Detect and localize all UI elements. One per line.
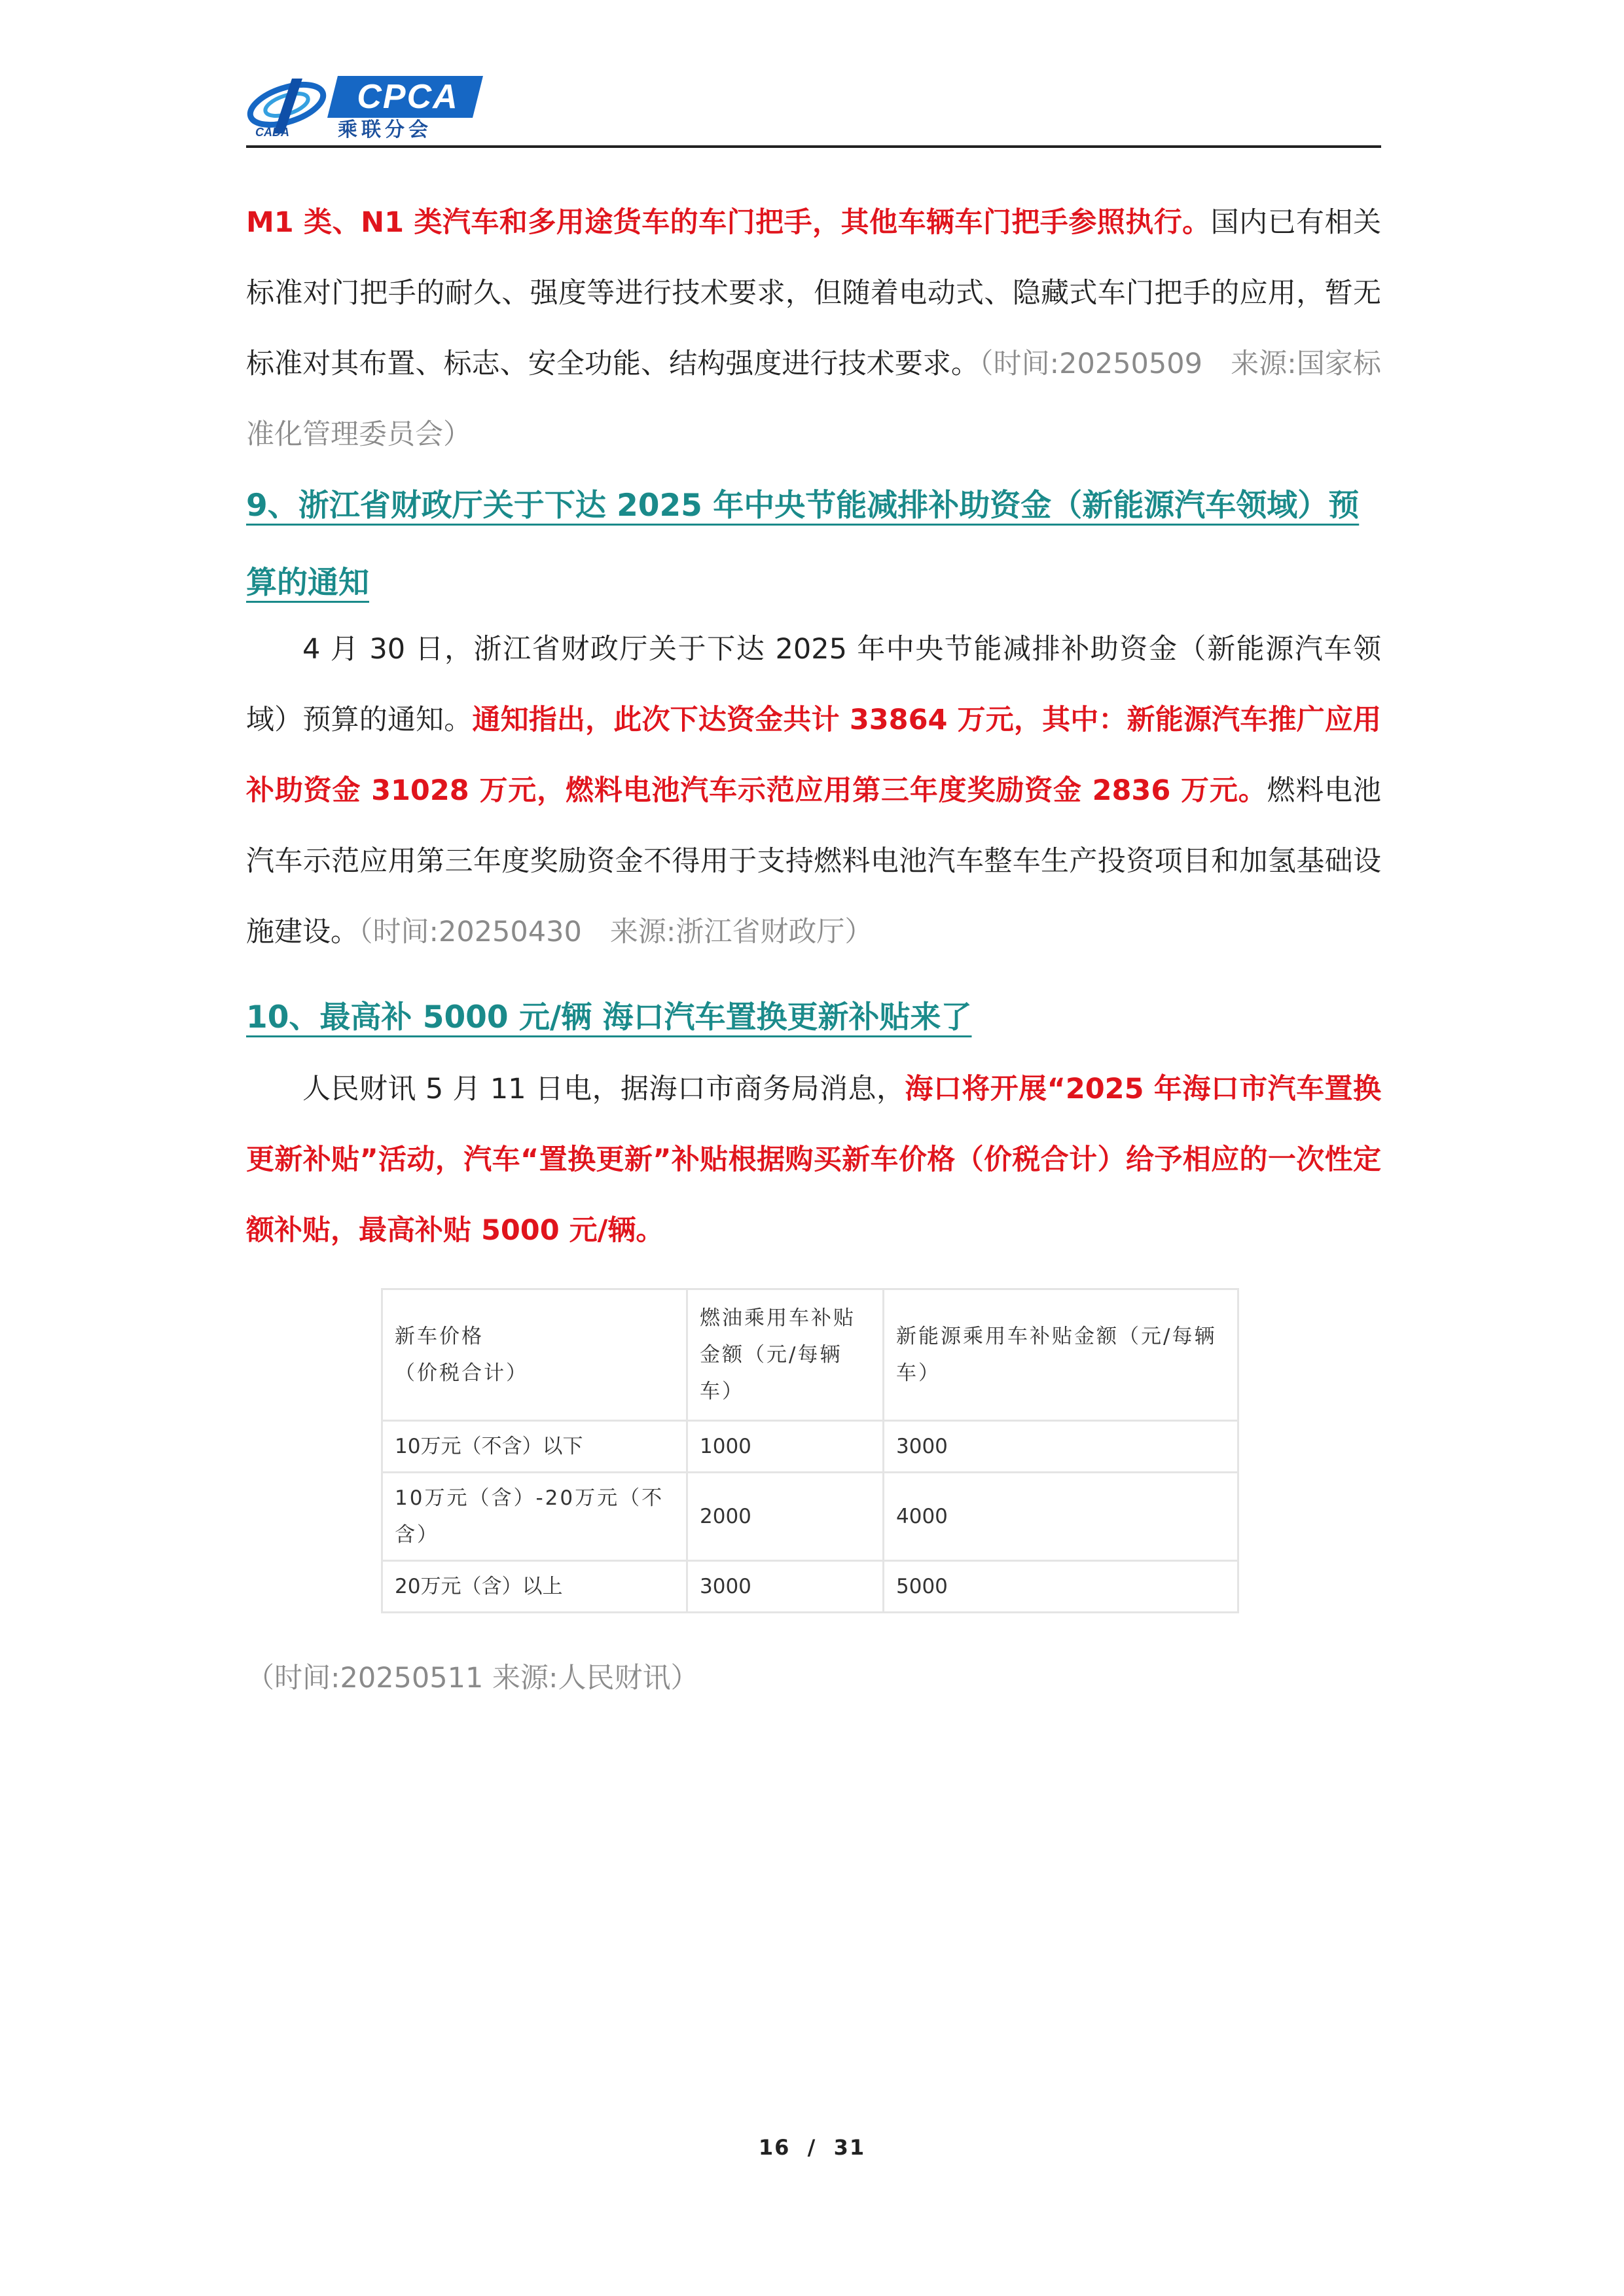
table-cell: 20万元（含）以上 xyxy=(382,1561,687,1613)
table-cell: 1000 xyxy=(687,1421,884,1473)
table-cell: 10万元（不含）以下 xyxy=(382,1421,687,1473)
source-note: （时间:20250509 来源:国家标准化管理委员会） xyxy=(246,348,1381,451)
subsidy-table xyxy=(381,1288,1239,1613)
page-number: 16 / 31 xyxy=(758,2135,866,2160)
section-10-body xyxy=(246,1054,1381,1266)
table-cell: 4000 xyxy=(884,1473,1238,1561)
section-9-title: 9、浙江省财政厅关于下达 2025 年中央节能减排补助资金（新能源汽车领域）预算的通知 xyxy=(246,488,1360,601)
logo-subtitle: 乘联分会 xyxy=(338,118,432,141)
table-cell: 10万元（含）-20万元（不含） xyxy=(382,1473,687,1561)
source-note: （时间:20250430 来源:浙江省财政厅） xyxy=(359,916,873,948)
section-10-source: （时间:20250511 来源:人民财讯） xyxy=(246,1662,699,1695)
table-cell: 3000 xyxy=(884,1421,1238,1473)
table-header-cell: 燃油乘用车补贴金额（元/每辆车） xyxy=(687,1289,884,1421)
table-cell: 3000 xyxy=(687,1561,884,1613)
body-text: 4 月 30 日，浙江省财政厅关于下达 2025 年中央节能减排补助资金（新能源汽车领域）预算的通知。 xyxy=(246,633,1381,736)
paragraph-door-handles xyxy=(246,187,1381,470)
body-text: 国内已有相关标准对门把手的耐久、强度等进行技术要求，但随着电动式、隐藏式车门把手的应用，暂无标准对其布置、标志、安全功能、结构强度进行技术要求。 xyxy=(246,206,1381,380)
section-10-heading xyxy=(246,979,1381,1056)
section-9-heading xyxy=(246,467,1381,622)
header-rule xyxy=(246,145,1381,148)
section-9-body xyxy=(246,614,1381,967)
body-text: 燃料电池汽车示范应用第三年度奖励资金不得用于支持燃料电池汽车整车生产投资项目和加氢基础设施建设。 xyxy=(246,774,1382,948)
table-row xyxy=(382,1421,1238,1473)
section-10-title: 10、最高补 5000 元/辆 海口汽车置换更新补贴来了 xyxy=(246,999,972,1035)
highlight-text: M1 类、N1 类汽车和多用途货车的车门把手，其他车辆车门把手参照执行。 xyxy=(246,206,1211,239)
table-header-cell: 新能源乘用车补贴金额（元/每辆车） xyxy=(884,1289,1238,1421)
table-header-cell: 新车价格 （价税合计） xyxy=(382,1289,687,1421)
table-row xyxy=(382,1561,1238,1613)
logo-mark-text: CADA xyxy=(255,126,289,139)
table-cell: 5000 xyxy=(884,1561,1238,1613)
highlight-text: 海口将开展“2025 年海口市汽车置换更新补贴”活动，汽车“置换更新”补贴根据购买新车价格（价税合计）给予相应的一次性定额补贴，最高补贴 5000 元/辆。 xyxy=(246,1073,1381,1247)
body-text: 人民财讯 5 月 11 日电，据海口市商务局消息， xyxy=(302,1073,905,1105)
cpca-logo xyxy=(246,73,482,141)
table-row xyxy=(382,1473,1238,1561)
highlight-text: 通知指出，此次下达资金共计 33864 万元，其中：新能源汽车推广应用补助资金 31028 万元，燃料电池汽车示范应用第三年度奖励资金 2836 万元。 xyxy=(246,704,1382,807)
table-cell: 2000 xyxy=(687,1473,884,1561)
table-header-row xyxy=(382,1289,1238,1421)
logo-text: CPCA xyxy=(357,78,459,116)
